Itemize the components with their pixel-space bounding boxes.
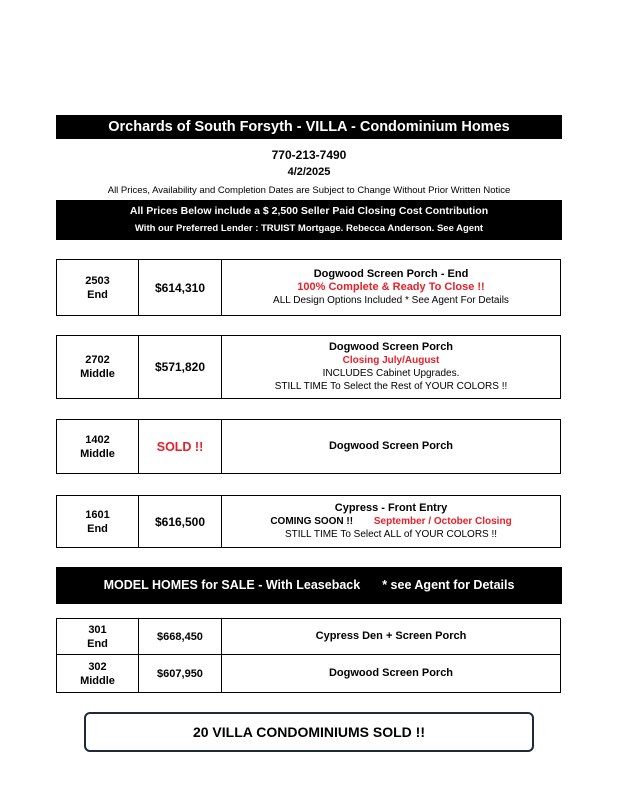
unit-number: 2503 <box>85 274 110 287</box>
status-text: Closing July/August <box>342 355 440 366</box>
model-heading: Cypress - Front Entry <box>334 502 448 514</box>
unit-cell <box>57 655 139 693</box>
table-row <box>57 655 561 693</box>
price-cell: $607,950 <box>139 655 222 693</box>
listing-row <box>56 259 561 316</box>
sold-label: SOLD !! <box>139 420 222 474</box>
unit-number: 1402 <box>85 433 110 446</box>
price-cell: $614,310 <box>139 260 222 316</box>
model-heading: Dogwood Screen Porch - End <box>313 268 469 280</box>
unit-cell <box>57 260 139 316</box>
note-text: STILL TIME To Select ALL of YOUR COLORS !! <box>284 529 498 540</box>
phone-number: 770-213-7490 <box>271 148 347 162</box>
model-heading: Dogwood Screen Porch <box>328 440 454 452</box>
listing-row <box>56 495 561 548</box>
description-cell: Dogwood Screen Porch <box>222 655 561 693</box>
unit-cell <box>57 336 139 399</box>
unit-cell <box>57 496 139 548</box>
unit-position: Middle <box>80 368 115 380</box>
description-cell <box>222 420 561 474</box>
model-heading: Dogwood Screen Porch <box>328 341 454 353</box>
description-cell <box>222 336 561 399</box>
unit-cell <box>57 420 139 474</box>
status-text: September / October Closing <box>373 516 512 527</box>
description-cell <box>222 496 561 548</box>
unit-position: End <box>87 637 108 650</box>
closing-cost-line: All Prices Below include a $ 2,500 Seller Paid Closing Cost Contribution <box>129 205 489 217</box>
unit-position: End <box>87 288 108 301</box>
unit-position: End <box>87 522 108 535</box>
table-row <box>57 619 561 655</box>
note-text: ALL Design Options Included * See Agent For Details <box>273 295 509 306</box>
status-text: 100% Complete & Ready To Close !! <box>297 281 485 293</box>
unit-cell <box>57 619 139 655</box>
description-cell: Cypress Den + Screen Porch <box>222 619 561 655</box>
note-text: INCLUDES Cabinet Upgrades. <box>322 368 460 379</box>
model-homes-title: MODEL HOMES for SALE - With Leaseback <box>103 578 361 592</box>
model-homes-table <box>56 618 561 693</box>
sold-count-box: 20 VILLA CONDOMINIUMS SOLD !! <box>84 712 534 752</box>
price-cell: $616,500 <box>139 496 222 548</box>
listing-row <box>56 335 561 399</box>
date: 4/2/2025 <box>287 166 331 178</box>
unit-position: Middle <box>80 447 115 460</box>
lender-line: With our Preferred Lender : TRUIST Mortgage. Rebecca Anderson. See Agent <box>134 223 484 234</box>
listing-row <box>56 419 561 474</box>
closing-cost-banner <box>56 200 562 240</box>
note-text: STILL TIME To Select the Rest of YOUR COLORS !! <box>274 381 508 392</box>
description-cell <box>222 260 561 316</box>
coming-soon-text: COMING SOON !! <box>270 516 354 527</box>
unit-number: 302 <box>88 660 107 673</box>
price-cell: $571,820 <box>139 336 222 399</box>
model-homes-note: * see Agent for Details <box>382 578 515 592</box>
price-cell: $668,450 <box>139 619 222 655</box>
unit-number: 1601 <box>85 508 110 521</box>
unit-number: 301 <box>88 623 107 636</box>
unit-number: 2702 <box>85 354 110 366</box>
disclaimer: All Prices, Availability and Completion Dates are Subject to Change Without Prior Written Notice <box>107 185 511 196</box>
unit-position: Middle <box>80 674 115 687</box>
page-title: Orchards of South Forsyth - VILLA - Condominium Homes <box>56 115 562 139</box>
model-homes-banner <box>56 567 562 604</box>
